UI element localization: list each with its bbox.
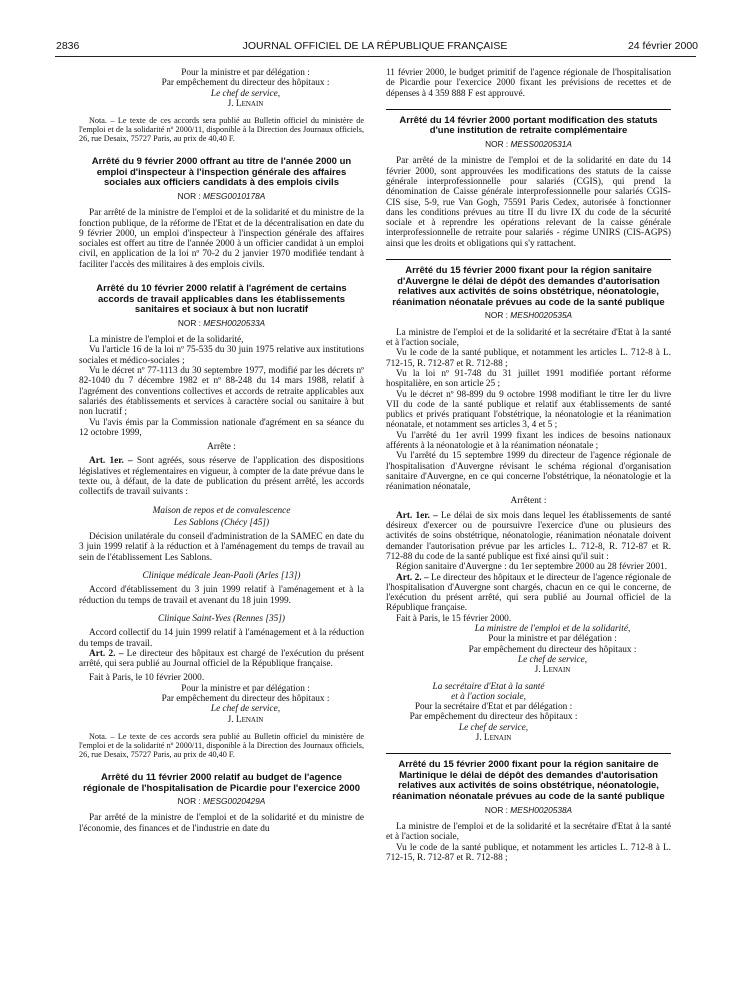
- signature-block: [79, 68, 364, 109]
- paragraph: Par arrêté de la ministre de l'emploi et de la solidarité en date du 14 février 2000, sont approuvées les modifications des statuts de la caisse générale interprofessionnelle pour salariés (CGIS), qui prend la dénomination de Caisse générale interprofessionnelle pour salariés CGIS-CIS sise, 5-9, rue Van Gogh, 75591 Paris Cedex, autorisée à fonctionner dans les conditions prévues au titre II du livre IX du code de la sécurité sociale et à reprendre les opérations relevant de la caisse générale interprofessionnelle de retraite pour salariés - régime UNIRS (CIS-AGPS) ainsi que les droits et obligations qui s'y rattachent.: [386, 156, 671, 249]
- right-column: [386, 68, 671, 863]
- article-title: Arrêté du 10 février 2000 relatif à l'agrément de certains accords de travail applicables dans les établissements sanitaires et sociaux à but non lucratif: [96, 283, 347, 316]
- article-paragraph: [79, 456, 364, 497]
- arretent-heading: Arrêtent :: [510, 496, 547, 507]
- signature-block: [79, 684, 364, 725]
- signature-line: Pour la ministre et par délégation :: [181, 683, 310, 694]
- nor-label: NOR :: [484, 804, 508, 815]
- signature-line: Par empêchement du directeur des hôpitaux :: [409, 712, 578, 723]
- paragraph: Vu le code de la santé publique, et notamment les articles L. 712-8 à L. 712-15, R. 712-87 et R. 712-88 ;: [386, 842, 671, 863]
- article-label: Art. 1er. –: [396, 510, 438, 521]
- paragraph: Vu le décret nº 77-1113 du 30 septembre 1977, modifié par les décrets nº 82-1040 du 7 décembre 1982 et nº 88-248 du 14 mars 1988, relatif à l'agrément des conventions collectives et accords de retraite applicables aux salariés des établissements et services à caractère social ou sanitaire à but non lucratif ;: [79, 366, 364, 418]
- article-label: Art. 2. –: [89, 648, 124, 659]
- nor-code: MESS0020531A: [510, 139, 572, 150]
- done-at: Fait à Paris, le 10 février 2000.: [89, 673, 205, 684]
- nor-reference: [79, 318, 364, 328]
- paragraph: Vu l'article 16 de la loi nº 75-535 du 30 juin 1975 relative aux institutions sociales et médico-sociales ;: [79, 345, 364, 366]
- signature-line: Le chef de service,: [517, 654, 588, 665]
- paragraph: Accord collectif du 14 juin 1999 relatif à l'aménagement et à la réduction du temps de travail.: [79, 628, 364, 649]
- article-text: Le directeur des hôpitaux et le directeur de l'agence régionale de l'hospitalisation d'Auvergne sont chargés, chacun en ce qui le concerne, de l'exécution du présent arrêté, qui sera publié au Journal officiel de la République française.: [386, 572, 672, 614]
- section-title: Maison de repos et de convalescence: [152, 505, 291, 516]
- signature-line: Le chef de service,: [210, 88, 281, 99]
- signature-line: La ministre de l'emploi et de la solidarité,: [474, 624, 631, 635]
- article-separator: [386, 109, 671, 110]
- signature-line: Par empêchement du directeur des hôpitaux :: [161, 78, 330, 89]
- left-column: [79, 68, 364, 834]
- paragraph: Décision unilatérale du conseil d'administration de la SAMEC en date du 3 juin 1999 relatif à la réduction et à l'aménagement du temps de travail au sein de l'établissement Les Sablons.: [79, 532, 364, 563]
- done-at: Fait à Paris, le 15 février 2000.: [396, 613, 512, 624]
- article-text: Le directeur des hôpitaux est chargé de l'exécution du présent arrêté, qui sera publié au Journal officiel de la République française.: [79, 648, 365, 670]
- nota-note: Nota. – Le texte de ces accords sera publié au Bulletin officiel du ministère de l'emploi et de la solidarité nº 2000/11, disponible à la Direction des Journaux officiels, 26, rue Desaix, 75727 Paris, au prix de 40,40 F.: [79, 731, 364, 759]
- article-text: Sont agréés, sous réserve de l'application des dispositions législatives et réglementaires en vigueur, à compter de la date prévue dans le texte ou, à défaut, de la date de publication du présent arrêté, les accords collectifs de travail suivants :: [79, 456, 365, 498]
- signature-line: Pour la secrétaire d'Etat et par délégation :: [414, 702, 573, 713]
- paragraph: Région sanitaire d'Auvergne : du 1er septembre 2000 au 28 février 2001.: [396, 562, 668, 573]
- signature-name: J. Lenain: [475, 733, 512, 743]
- signature-block: [386, 624, 671, 675]
- nor-code: MESG0020429A: [203, 796, 266, 807]
- issue-date: 24 février 2000: [627, 40, 698, 52]
- signature-line: Par empêchement du directeur des hôpitaux :: [161, 694, 330, 705]
- signature-line: Pour la ministre et par délégation :: [181, 68, 310, 78]
- header-rule: [55, 56, 696, 57]
- signature-line: Le chef de service,: [458, 722, 529, 733]
- paragraph: La ministre de l'emploi et de la solidarité et la secrétaire d'Etat à la santé et à l'action sociale,: [386, 327, 671, 349]
- nor-code: MESG0010178A: [203, 190, 266, 201]
- signature-block: [386, 682, 671, 744]
- section-title: Clinique médicale Jean-Paoli (Arles [13]): [142, 571, 301, 582]
- section-title: Clinique Saint-Yves (Rennes [35]): [158, 613, 285, 624]
- article-separator: [386, 753, 671, 754]
- paragraph: 11 février 2000, le budget primitif de l'agence régionale de l'hospitalisation de Picardie pour l'exercice 2000 fixant les prévisions de recettes et de dépenses à 4 359 888 F est approuvé.: [386, 68, 671, 99]
- article-paragraph: [79, 649, 364, 670]
- nor-code: MESH0020535A: [510, 310, 573, 321]
- signature-line: Le chef de service,: [210, 704, 281, 715]
- article-separator: [386, 259, 671, 260]
- signature-line: Par empêchement du directeur des hôpitaux :: [468, 644, 637, 655]
- article-text: Le délai de six mois dans lequel les établissements de santé désireux d'exercer ou de poursuivre l'exercice d'une ou plusieurs des activités de soins obstétrique, néonatologie, réanimation néonatale doivent demander l'autorisation prévue par les articles L. 712-8, R. 712-87 et R. 712-88 du code de la santé publique est fixé ainsi qu'il suit :: [386, 510, 671, 562]
- article-paragraph: [386, 573, 671, 614]
- section-subtitle: Les Sablons (Chécy [45]): [173, 517, 270, 528]
- signature-name: J. Lenain: [227, 714, 264, 725]
- paragraph: La ministre de l'emploi et de la solidarité et la secrétaire d'Etat à la santé et à l'action sociale,: [386, 821, 671, 843]
- signature-name: J. Lenain: [227, 98, 264, 109]
- article-title: Arrêté du 14 février 2000 portant modification des statuts d'une institution de retraite complémentaire: [399, 114, 658, 137]
- nor-label: NOR :: [484, 310, 508, 321]
- paragraph: Vu la loi nº 91-748 du 31 juillet 1991 modifiée portant réforme hospitalière, en son article 25 ;: [386, 368, 671, 390]
- nor-label: NOR :: [177, 317, 201, 328]
- signature-line: La secrétaire d'Etat à la santé: [432, 681, 545, 692]
- article-title: Arrêté du 9 février 2000 offrant au titre de l'année 2000 un emploi d'inspecteur à l'inspection générale des affaires sociales aux officiers candidats à des emplois civils: [91, 156, 352, 189]
- article-title: Arrêté du 11 février 2000 relatif au budget de l'agence régionale de l'hospitalisation de Picardie pour l'exercice 2000: [83, 771, 360, 794]
- paragraph: Par arrêté de la ministre de l'emploi et de la solidarité et du ministre de l'économie, des finances et de l'industrie en date du: [79, 813, 364, 834]
- nor-reference: [386, 805, 671, 815]
- nor-label: NOR :: [177, 190, 201, 201]
- paragraph: La ministre de l'emploi et de la solidarité,: [89, 335, 244, 346]
- paragraph: Vu le décret nº 98-899 du 9 octobre 1998 modifiant le titre Ier du livre VII du code de la santé publique et relatif aux établissements de santé publics et privés pratiquant l'obstétrique, la néonatologie et la réanimation néonatale, et notamment ses articles 3, 4 et 5 ;: [386, 389, 671, 431]
- nor-code: MESH0020538A: [510, 804, 573, 815]
- nota-note: Nota. – Le texte de ces accords sera publié au Bulletin officiel du ministère de l'emploi et de la solidarité nº 2000/11, disponible à la Direction des Journaux officiels, 26, rue Desaix, 75727 Paris, au prix de 40,40 F.: [79, 116, 364, 144]
- nor-reference: [79, 191, 364, 201]
- article-paragraph: [386, 511, 671, 562]
- nor-code: MESH0020533A: [203, 317, 266, 328]
- paragraph: Vu l'arrêté du 15 septembre 1999 du directeur de l'agence régionale de l'hospitalisation d'Auvergne révisant le schéma régional d'organisation sanitaire d'Auvergne, en ce qui concerne l'obstétrique, la néonatologie et la réanimation néonatale,: [386, 451, 671, 493]
- article-label: Art. 1er. –: [89, 456, 133, 467]
- journal-title: JOURNAL OFFICIEL DE LA RÉPUBLIQUE FRANÇAISE: [242, 40, 508, 52]
- nor-reference: [79, 796, 364, 806]
- signature-line: et à l'action sociale,: [451, 691, 526, 702]
- paragraph: Par arrêté de la ministre de l'emploi et de la solidarité et du ministre de la fonction publique, de la réforme de l'Etat et de la décentralisation en date du 9 février 2000, un emploi d'inspecteur à l'inspection générale des affaires sociales est offert au titre de l'année 2000 à un officier candidat à un emploi civil, en application de la loi nº 70-2 du 2 janvier 1970 modifiée tendant à faciliter l'accès des militaires à des emplois civils.: [79, 208, 364, 270]
- article-title: Arrêté du 15 février 2000 fixant pour la région sanitaire de Martinique le délai de dépôt des demandes d'autorisation relatives aux activités de soins obstétrique, néonatologie, réanimation néonatale prévues au code de la santé publique: [392, 759, 665, 803]
- nor-reference: [386, 139, 671, 149]
- paragraph: Vu le code de la santé publique, et notamment les articles L. 712-8 à L. 712-15, R. 712-87 et R. 712-88 ;: [386, 348, 671, 369]
- paragraph: Vu l'arrêté du 1er avril 1999 fixant les indices de besoins nationaux afférents à la néonatologie et à la réanimation néonatale ;: [386, 430, 671, 451]
- paragraph: Vu l'avis émis par la Commission nationale d'agrément en sa séance du 12 octobre 1999,: [79, 417, 364, 438]
- article-label: Art. 2. –: [396, 572, 429, 583]
- signature-line: Pour la ministre et par délégation :: [488, 634, 617, 645]
- signature-name: J. Lenain: [534, 665, 571, 676]
- nor-label: NOR :: [177, 796, 201, 807]
- arrete-heading: Arrête :: [207, 442, 236, 453]
- nor-label: NOR :: [485, 139, 509, 150]
- article-title: Arrêté du 15 février 2000 fixant pour la région sanitaire d'Auvergne le délai de dépôt des demandes d'autorisation relatives aux activités de soins obstétrique, néonatologie, réanimation néonatale prévues au code de la santé publique: [392, 265, 665, 308]
- page-number: 2836: [56, 40, 80, 52]
- paragraph: Accord d'établissement du 3 juin 1999 relatif à l'aménagement et à la réduction du temps de travail et avenant du 18 juin 1999.: [79, 585, 364, 606]
- page-header: [52, 40, 698, 54]
- nor-reference: [386, 310, 671, 320]
